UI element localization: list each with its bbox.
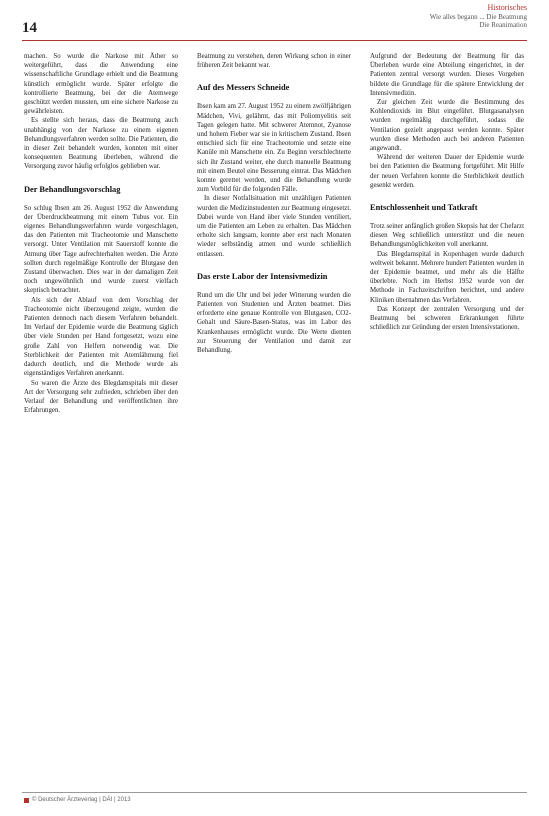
body-paragraph: Rund um die Uhr und bei jeder Witterung wurden die Patienten von Studenten und Ärzten beatmet. Dies erforderte eine genaue Kontrolle von Blutgasen, CO2-Gehalt und Säure-Basen-Status, was im Labor des Krankenhauses ermöglicht wurde. Die Werte dienten zur Steuerung der Ventilation und damit zur Behandlung. [197,291,351,355]
section-heading: Auf des Messers Schneide [197,83,290,93]
body-paragraph: Trotz seiner anfänglich großen Skepsis hat der Chefarzt diesen Weg schließlich unterstützt und die neuen Behandlungsmöglichkeiten voll anerkannt. [370,223,524,249]
body-paragraph: Beatmung zu verstehen, deren Wirkung schon in einer früheren Zeit bekannt war. [197,53,351,70]
running-head [430,4,527,30]
rubric-label: Historisches [487,3,527,12]
section-heading: Der Behandlungsvorschlag [24,184,121,194]
body-paragraph: Als sich der Ablauf von dem Vorschlag der Tracheotomie nicht überzeugend zeigte, wurden die Patienten dennoch nach diesem Verfahren behandelt. Im Verlauf der Epidemie wurde die Beatmung täglich über viele Stunden per Hand fortgesetzt, wozu eine große Zahl von Helfern notwendig war. Die Sterblichkeit der Patienten mit Atemlähmung fiel dadurch deutlich, und die Methode wurde als eigenständiges Verfahren anerkannt. [24,296,178,378]
body-paragraph: Das Blegdamspital in Kopenhagen wurde dadurch weltweit bekannt. Mehrere hundert Patienten wurden in der Epidemie beatmet, und mehr als die Hälfte überlebte. Noch im Herbst 1952 wurde von der Methode in Fachzeitschriften berichtet, und andere Kliniken übernahmen das Verfahren. [370,250,524,304]
body-paragraph: So waren die Ärzte des Blegdamspitals mit dieser Art der Versorgung sehr zufrieden, schrieben über den Verlauf der Behandlung und veröffentlichten ihre Erfahrungen. [24,379,178,415]
column-1 [24,52,178,415]
footer [24,797,131,803]
column-2 [197,52,351,355]
body-paragraph: Ibsen kam am 27. August 1952 zu einem zwölfjährigen Mädchen, Vivi, gelähmt, das mit Poliomyelitis seit Tagen gelegen hatte. Mit schwerer Atemnot, Zyanose und hohem Fieber war sie in kritischem Zustand. Ibsen entschied sich für eine Tracheotomie und setzte eine Kanüle mit Manschette ein. Zu Beginn verschlechterte sich ihr Zustand weiter, ehe durch manuelle Beatmung mit einem Beutel eine Besserung eintrat. Das Mädchen konnte gerettet werden, und die Behandlung wurde zum Vorbild für die folgenden Fälle. [197,103,351,194]
page-number: 14 [22,20,37,36]
body-paragraph: Das Konzept der zentralen Versorgung und der Beatmung bei schweren Erkrankungen führte schließlich zur Gründung der ersten Intensivstationen. [370,305,524,332]
body-paragraph: Aufgrund der Bedeutung der Beatmung für das Überleben wurde eine Abteilung eingerichtet, in der Patienten zentral versorgt wurden. Dieses Vorgehen bildete die Grundlage für die spätere Entwicklung der Intensivmedizin. [370,53,524,97]
header-divider [22,40,527,41]
section-heading: Entschlossenheit und Tatkraft [370,203,478,213]
running-title-line1: Wie alles begann ... Die Beatmung [429,12,527,21]
footer-text: © Deutscher Ärzteverlag | DÄI | 2013 [32,797,131,803]
section-heading: Das erste Labor der Intensivmedizin [197,271,328,281]
body-paragraph: So schlug Ibsen am 26. August 1952 die Anwendung der Überdruckbeatmung mit einem Tubus vor. Ein eigenes Behandlungsverfahren wurde vorgeschlagen, das den Patienten mit Tracheotomie und Manschette versorgt. Unter Ventilation mit Sauerstoff konnte die Atmung über Tage aufrechterhalten werden. Die Ärzte sollten durch regelmäßige Kontrolle der Blutgase den Zustand überwachen. Dies war in der damaligen Zeit noch ungewöhnlich und wurde zuerst vielfach skeptisch betrachtet. [24,204,178,295]
body-paragraph: Während der weiteren Dauer der Epidemie wurde bei den Patienten die Beatmung fortgeführt. Mit Hilfe der neuen Verfahren konnte die Sterblichkeit deutlich gesenkt werden. [370,154,524,189]
column-3 [370,52,524,332]
body-paragraph: Zur gleichen Zeit wurde die Bestimmung des Kohlendioxids im Blut eingeführt. Blutgasanalysen wurden regelmäßig durchgeführt, sodass die Ventilation gezielt angepasst werden konnte. Später wurden diese Methoden auch bei anderen Patienten angewandt. [370,99,524,153]
body-paragraph: Es stellte sich heraus, dass die Beatmung auch unabhängig von der Narkose zu einem eigenen Behandlungsverfahren werden sollte. Die Patienten, die in dieser Zeit behandelt wurden, konnten mit einer konsequenten Beatmung überleben, während die Versorgung zuvor häufig erfolglos geblieben war. [24,117,178,171]
running-title-line2: Die Reanimation [479,21,527,29]
body-paragraph: machen. So wurde die Narkose mit Äther so weitergeführt, dass die Anwendung eine wissenschaftliche Grundlage erhielt und die Beatmung künstlich ermöglicht wurde. Später erfolgte die kontrollierte Beatmung, bei der die Atemwege geschützt werden mussten, um eine sichere Narkose zu gewährleisten. [24,53,178,116]
body-paragraph: In dieser Notfallsituation mit unzähligen Patienten wurden die Medizinstudenten zur Beatmung eingesetzt. Dabei wurde von Hand über viele Stunden ventiliert, um die Patienten am Leben zu erhalten. Das Mädchen erholte sich langsam, konnte aber erst nach Monaten wieder selbständig atmen und wurde schließlich entlassen. [197,195,351,258]
footer-divider [22,792,527,793]
footer-mark [24,798,29,803]
